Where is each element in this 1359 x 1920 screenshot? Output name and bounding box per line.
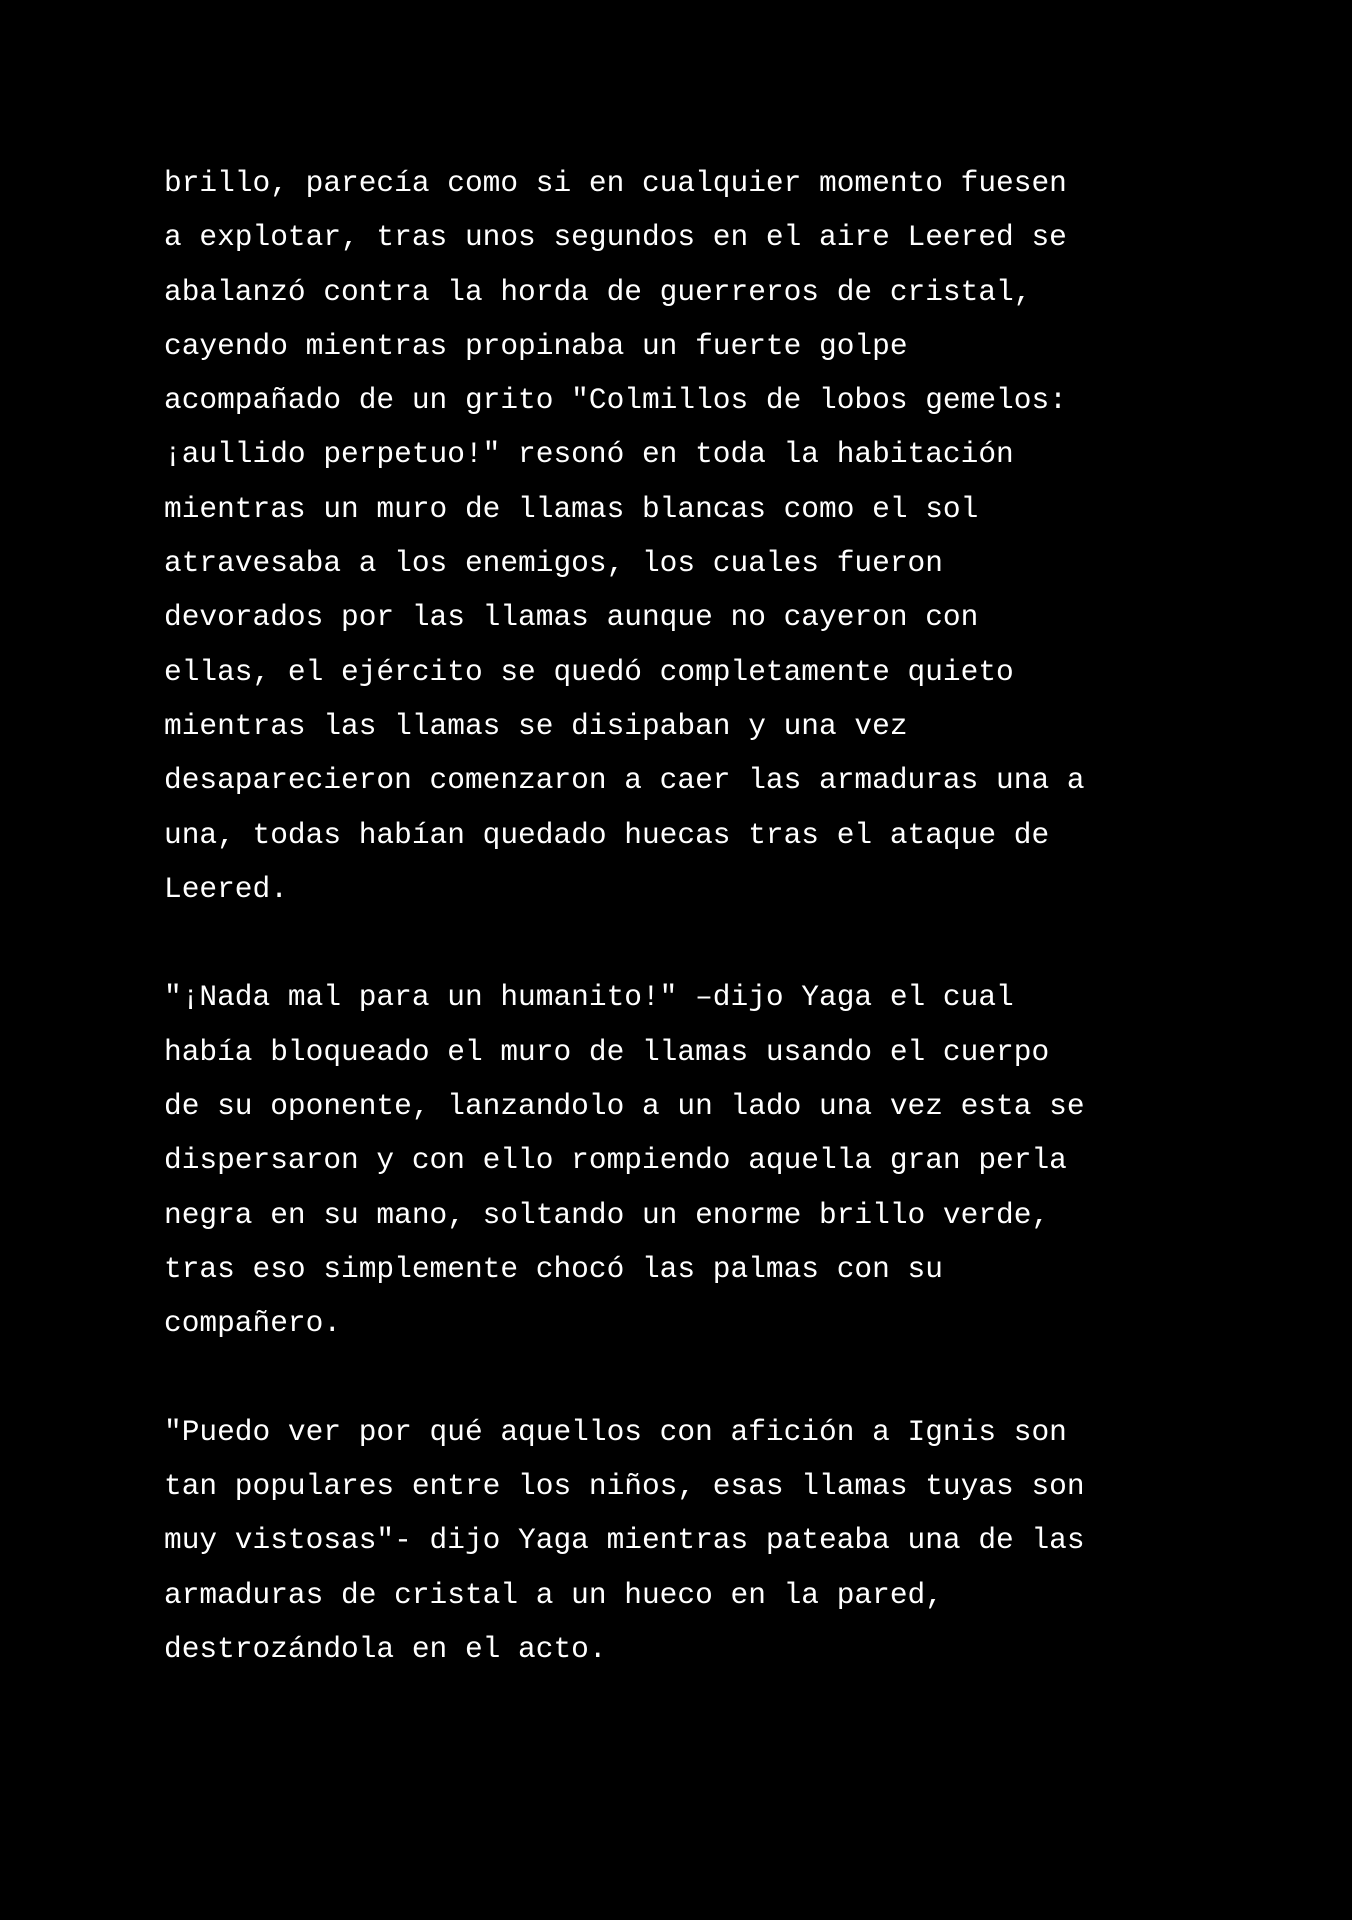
text-line: mientras un muro de llamas blancas como el sol: [164, 491, 979, 526]
text-line: acompañado de un grito "Colmillos de lobos gemelos:: [164, 383, 1067, 418]
paragraph-3: [164, 1405, 1204, 1676]
text-line: compañero.: [164, 1306, 342, 1341]
paragraph-1: [164, 156, 1204, 916]
text-line: armaduras de cristal a un hueco en la pared,: [164, 1577, 943, 1612]
text-line: ellas, el ejército se quedó completamente quieto: [164, 654, 1014, 689]
text-line: tan populares entre los niños, esas llamas tuyas son: [164, 1469, 1085, 1504]
text-line: mientras las llamas se disipaban y una vez: [164, 708, 908, 743]
text-line: brillo, parecía como si en cualquier momento fuesen: [164, 166, 1067, 200]
text-line: negra en su mano, soltando un enorme brillo verde,: [164, 1197, 1050, 1232]
text-line: devorados por las llamas aunque no cayeron con: [164, 600, 979, 635]
text-line: destrozándola en el acto.: [164, 1632, 607, 1667]
paragraph-2: [164, 970, 1204, 1350]
text-line: atravesaba a los enemigos, los cuales fueron: [164, 546, 943, 581]
text-line: a explotar, tras unos segundos en el aire Leered se: [164, 220, 1067, 255]
text-line: cayendo mientras propinaba un fuerte golpe: [164, 328, 908, 363]
text-line: muy vistosas"- dijo Yaga mientras pateaba una de las: [164, 1523, 1085, 1558]
text-line: de su oponente, lanzandolo a un lado una vez esta se: [164, 1089, 1085, 1124]
text-line: dispersaron y con ello rompiendo aquella gran perla: [164, 1143, 1067, 1178]
text-line: ¡aullido perpetuo!" resonó en toda la habitación: [164, 437, 1014, 472]
text-line: tras eso simplemente chocó las palmas con su: [164, 1251, 943, 1286]
text-line: Leered.: [164, 871, 288, 906]
text-line: había bloqueado el muro de llamas usando el cuerpo: [164, 1034, 1050, 1069]
page-right-edge: [1352, 0, 1359, 1920]
text-line: "¡Nada mal para un humanito!" –dijo Yaga el cual: [164, 980, 1014, 1015]
paragraph-spacer: [164, 1351, 1204, 1405]
text-line: desaparecieron comenzaron a caer las armaduras una a: [164, 763, 1085, 798]
text-line: "Puedo ver por qué aquellos con afición a Ignis son: [164, 1414, 1067, 1449]
document-body: [164, 156, 1204, 1676]
paragraph-spacer: [164, 916, 1204, 970]
text-line: abalanzó contra la horda de guerreros de cristal,: [164, 274, 1032, 309]
text-line: una, todas habían quedado huecas tras el ataque de: [164, 817, 1050, 852]
